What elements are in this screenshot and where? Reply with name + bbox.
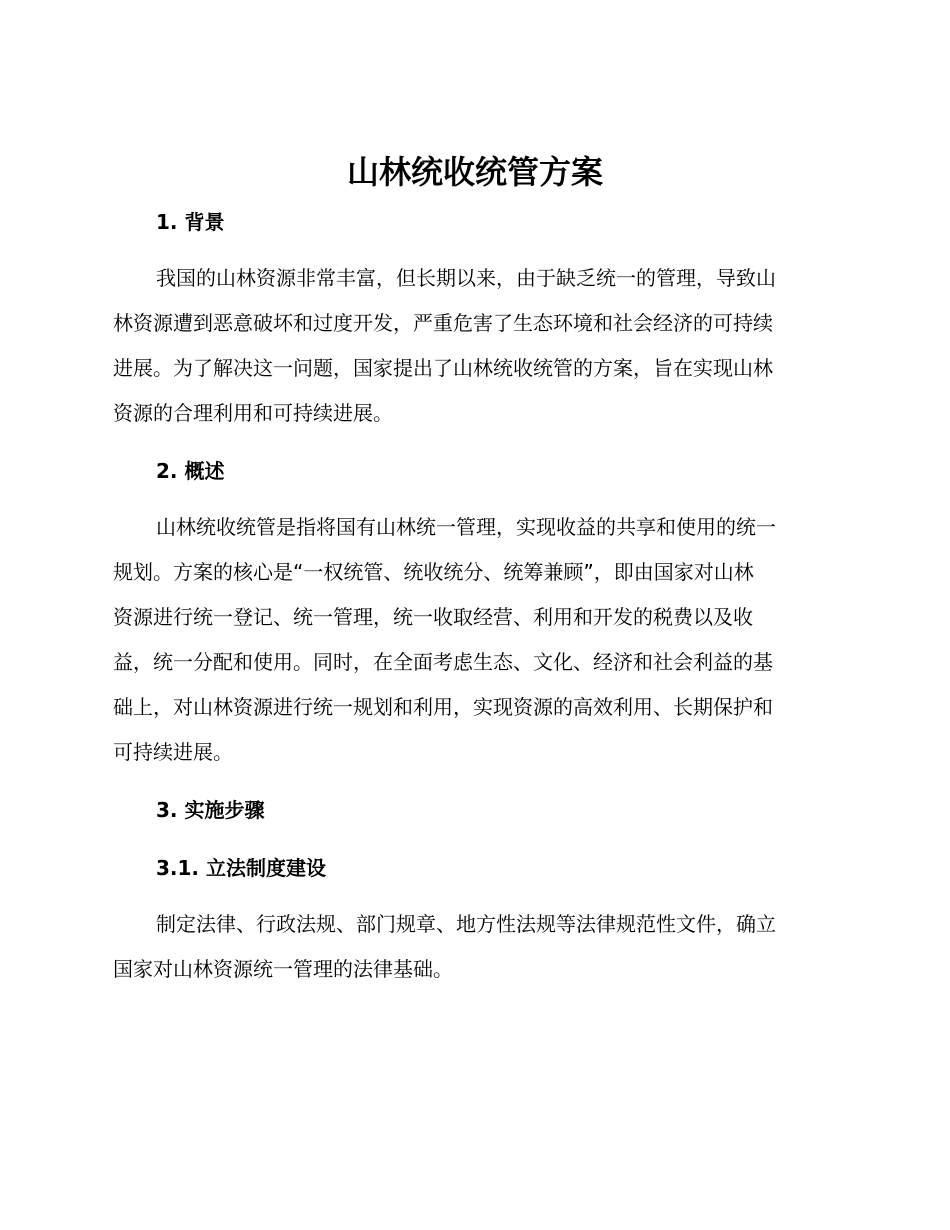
section-heading-background: 1. 背景 <box>156 210 225 234</box>
paragraph-line: 我国的山林资源非常丰富，但长期以来，由于缺乏统一的管理，导致山 <box>156 266 776 290</box>
section-heading-overview: 2. 概述 <box>156 459 225 483</box>
paragraph-line: 制定法律、行政法规、部门规章、地方性法规等法律规范性文件，确立 <box>156 912 776 936</box>
paragraph-line: 规划。方案的核心是“一权统管、统收统分、统筹兼顾”，即由国家对山林 <box>113 560 754 584</box>
paragraph-line: 山林统收统管是指将国有山林统一管理，实现收益的共享和使用的统一 <box>156 515 776 539</box>
paragraph-line: 资源的合理利用和可持续进展。 <box>113 401 393 425</box>
section-heading-implementation-steps: 3. 实施步骤 <box>156 798 265 822</box>
section-paragraph-legislation <box>113 902 829 992</box>
section-paragraph-overview <box>113 505 829 775</box>
paragraph-line: 国家对山林资源统一管理的法律基础。 <box>113 957 453 981</box>
document-title: 山林统收统管方案 <box>346 153 603 191</box>
paragraph-line: 可持续进展。 <box>113 740 233 764</box>
paragraph-line: 益，统一分配和使用。同时，在全面考虑生态、文化、经济和社会利益的基 <box>113 650 773 674</box>
section-heading-legislation: 3.1. 立法制度建设 <box>156 856 326 880</box>
paragraph-line: 林资源遭到恶意破坏和过度开发，严重危害了生态环境和社会经济的可持续 <box>113 311 773 335</box>
paragraph-line: 础上，对山林资源进行统一规划和利用，实现资源的高效利用、长期保护和 <box>113 695 773 719</box>
paragraph-line: 进展。为了解决这一问题，国家提出了山林统收统管的方案，旨在实现山林 <box>113 356 773 380</box>
paragraph-line: 资源进行统一登记、统一管理，统一收取经营、利用和开发的税费以及收 <box>113 605 753 629</box>
section-paragraph-background <box>113 256 829 436</box>
